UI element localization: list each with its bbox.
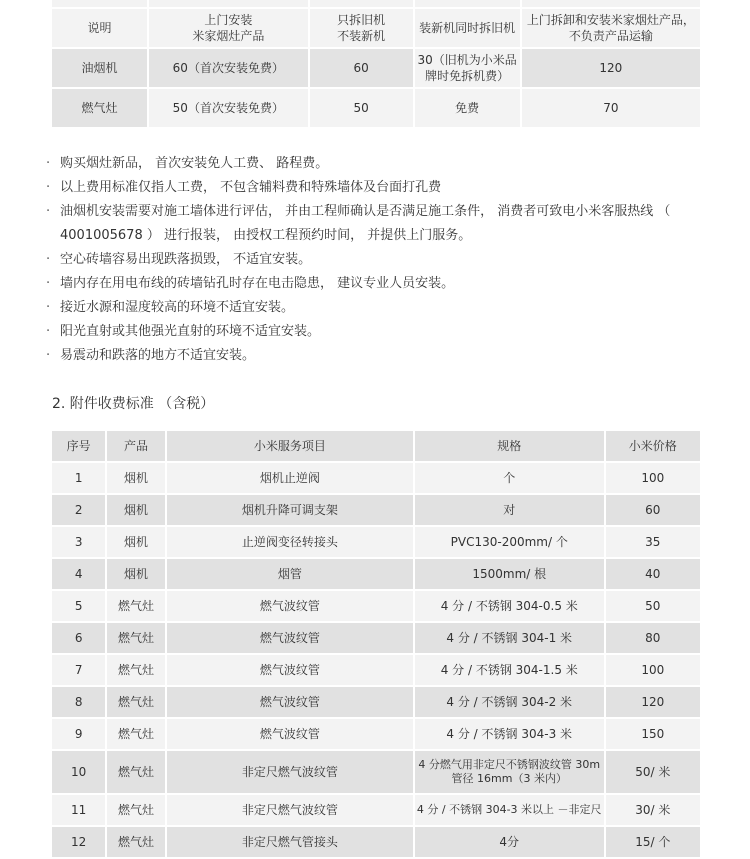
table-cell: 燃气灶 bbox=[107, 687, 164, 717]
list-item bbox=[46, 200, 716, 248]
table-cell: 烟机升降可调支架 bbox=[167, 495, 413, 525]
header-cell: 规格 bbox=[415, 431, 604, 461]
table-cell: 非定尺燃气波纹管 bbox=[167, 751, 413, 793]
table-cell: 燃气波纹管 bbox=[167, 655, 413, 685]
row-label: 燃气灶 bbox=[52, 89, 147, 127]
table-cell: 120 bbox=[606, 687, 700, 717]
table-cell: 烟机 bbox=[107, 527, 164, 557]
table-cell: 10 bbox=[52, 751, 105, 793]
table-row bbox=[52, 751, 700, 793]
list-item bbox=[46, 152, 716, 176]
bullet-icon: · bbox=[46, 156, 51, 171]
table-row bbox=[52, 655, 700, 685]
table-cell: 6 bbox=[52, 623, 105, 653]
table-cell: 非定尺燃气波纹管 bbox=[167, 795, 413, 825]
bullet-icon: · bbox=[46, 180, 51, 195]
note-text: 墙内存在用电布线的砖墙钻孔时存在电击隐患， 建议专业人员安装。 bbox=[60, 276, 455, 291]
table-cell: 2 bbox=[52, 495, 105, 525]
table-cell: 个 bbox=[415, 463, 604, 493]
table-cell: 燃气波纹管 bbox=[167, 687, 413, 717]
table-cell: 60 bbox=[606, 495, 700, 525]
table-cell: 燃气灶 bbox=[107, 795, 164, 825]
table-top-strip bbox=[52, 0, 700, 7]
table-row bbox=[52, 527, 700, 557]
list-item bbox=[46, 272, 716, 296]
table-cell: 燃气波纹管 bbox=[167, 623, 413, 653]
table-cell: 1500mm/ 根 bbox=[415, 559, 604, 589]
note-text: 阳光直射或其他强光直射的环境不适宜安装。 bbox=[60, 324, 321, 339]
table-cell: 4 分 / 不锈钢 304-1.5 米 bbox=[415, 655, 604, 685]
note-text: 空心砖墙容易出现跌落损毁， 不适宜安装。 bbox=[60, 252, 312, 267]
table-cell: 烟机 bbox=[107, 463, 164, 493]
table-cell: 免费 bbox=[415, 89, 520, 127]
table-row bbox=[52, 719, 700, 749]
table-header-row bbox=[52, 9, 700, 47]
list-item bbox=[46, 176, 716, 200]
table-cell: 4 bbox=[52, 559, 105, 589]
table-cell: 烟机 bbox=[107, 559, 164, 589]
table-cell: 对 bbox=[415, 495, 604, 525]
table-row bbox=[52, 687, 700, 717]
table-cell: 30/ 米 bbox=[606, 795, 700, 825]
table-row bbox=[52, 463, 700, 493]
table-cell: 50/ 米 bbox=[606, 751, 700, 793]
table-cell: 燃气波纹管 bbox=[167, 591, 413, 621]
section-title: 2. 附件收费标准 （含税） bbox=[52, 396, 215, 412]
table-row bbox=[52, 623, 700, 653]
list-item bbox=[46, 320, 716, 344]
table-cell: 非定尺燃气管接头 bbox=[167, 827, 413, 857]
table-cell: 30（旧机为小米品牌时免拆机费） bbox=[415, 49, 520, 87]
table-cell: 4 分 / 不锈钢 304-2 米 bbox=[415, 687, 604, 717]
note-text: 购买烟灶新品， 首次安装免人工费、 路程费。 bbox=[60, 156, 329, 171]
table-cell: 5 bbox=[52, 591, 105, 621]
header-cell: 说明 bbox=[52, 9, 147, 47]
table-cell: 35 bbox=[606, 527, 700, 557]
table-cell: 7 bbox=[52, 655, 105, 685]
note-text: 接近水源和湿度较高的环境不适宜安装。 bbox=[60, 300, 295, 315]
table-header-row bbox=[52, 431, 700, 461]
table-row bbox=[52, 89, 700, 127]
table-row bbox=[52, 495, 700, 525]
notes-list bbox=[46, 152, 716, 368]
table-row bbox=[52, 795, 700, 825]
table-cell: 70 bbox=[522, 89, 700, 127]
header-cell: 只拆旧机 不装新机 bbox=[310, 9, 413, 47]
table-cell: 120 bbox=[522, 49, 700, 87]
table-row bbox=[52, 827, 700, 857]
table-cell: 烟管 bbox=[167, 559, 413, 589]
table-cell: 8 bbox=[52, 687, 105, 717]
table-cell: 12 bbox=[52, 827, 105, 857]
table-cell: 50 bbox=[606, 591, 700, 621]
table-cell: 燃气灶 bbox=[107, 719, 164, 749]
table-cell: 100 bbox=[606, 463, 700, 493]
table-cell: 燃气波纹管 bbox=[167, 719, 413, 749]
bullet-icon: · bbox=[46, 252, 51, 267]
table-cell: 80 bbox=[606, 623, 700, 653]
accessory-fee-table bbox=[50, 429, 702, 859]
table-cell: 燃气灶 bbox=[107, 655, 164, 685]
table-cell: 4 分 / 不锈钢 304-3 米以上 －非定尺 bbox=[415, 795, 604, 825]
table-row bbox=[52, 591, 700, 621]
bullet-icon: · bbox=[46, 204, 51, 219]
table-cell: 150 bbox=[606, 719, 700, 749]
table-cell: 9 bbox=[52, 719, 105, 749]
table-cell: 燃气灶 bbox=[107, 623, 164, 653]
table-cell: 3 bbox=[52, 527, 105, 557]
table-cell: 1 bbox=[52, 463, 105, 493]
row-label: 油烟机 bbox=[52, 49, 147, 87]
table-row bbox=[52, 49, 700, 87]
header-cell: 小米价格 bbox=[606, 431, 700, 461]
bullet-icon: · bbox=[46, 324, 51, 339]
table-cell: 4 分 / 不锈钢 304-3 米 bbox=[415, 719, 604, 749]
table-cell: 烟机止逆阀 bbox=[167, 463, 413, 493]
header-cell: 装新机同时拆旧机 bbox=[415, 9, 520, 47]
table-cell: 40 bbox=[606, 559, 700, 589]
header-cell: 小米服务项目 bbox=[167, 431, 413, 461]
list-item bbox=[46, 248, 716, 272]
note-text: 易震动和跌落的地方不适宜安装。 bbox=[60, 348, 256, 363]
table-cell: 燃气灶 bbox=[107, 751, 164, 793]
table-cell: PVC130-200mm/ 个 bbox=[415, 527, 604, 557]
header-cell: 上门拆卸和安装米家烟灶产品， 不负责产品运输 bbox=[522, 9, 700, 47]
table-cell: 止逆阀变径转接头 bbox=[167, 527, 413, 557]
table-cell: 4 分燃气用非定尺不锈钢波纹管 30m 管径 16mm（3 米内） bbox=[415, 751, 604, 793]
table-cell: 4 分 / 不锈钢 304-0.5 米 bbox=[415, 591, 604, 621]
table-cell: 烟机 bbox=[107, 495, 164, 525]
bullet-icon: · bbox=[46, 300, 51, 315]
table-cell: 60（首次安装免费） bbox=[149, 49, 307, 87]
table-cell: 50（首次安装免费） bbox=[149, 89, 307, 127]
list-item bbox=[46, 344, 716, 368]
table-cell: 100 bbox=[606, 655, 700, 685]
bullet-icon: · bbox=[46, 276, 51, 291]
note-text: 以上费用标准仅指人工费， 不包含辅料费和特殊墙体及台面打孔费 bbox=[60, 180, 442, 195]
list-item bbox=[46, 296, 716, 320]
table-cell: 燃气灶 bbox=[107, 827, 164, 857]
install-fee-table bbox=[50, 0, 702, 129]
note-text: 油烟机安装需要对施工墙体进行评估， 并由工程师确认是否满足施工条件， 消费者可致电小米客服热线 （ 4001005678 ） 进行报装， 由授权工程预约时间， 并提供上门服务。 bbox=[60, 204, 671, 243]
bullet-icon: · bbox=[46, 348, 51, 363]
table-row bbox=[52, 559, 700, 589]
header-cell: 产品 bbox=[107, 431, 164, 461]
table-cell: 15/ 个 bbox=[606, 827, 700, 857]
table-cell: 燃气灶 bbox=[107, 591, 164, 621]
table-cell: 60 bbox=[310, 49, 413, 87]
header-cell: 上门安装 米家烟灶产品 bbox=[149, 9, 307, 47]
table-cell: 50 bbox=[310, 89, 413, 127]
header-cell: 序号 bbox=[52, 431, 105, 461]
table-cell: 4分 bbox=[415, 827, 604, 857]
table-cell: 4 分 / 不锈钢 304-1 米 bbox=[415, 623, 604, 653]
table-cell: 11 bbox=[52, 795, 105, 825]
